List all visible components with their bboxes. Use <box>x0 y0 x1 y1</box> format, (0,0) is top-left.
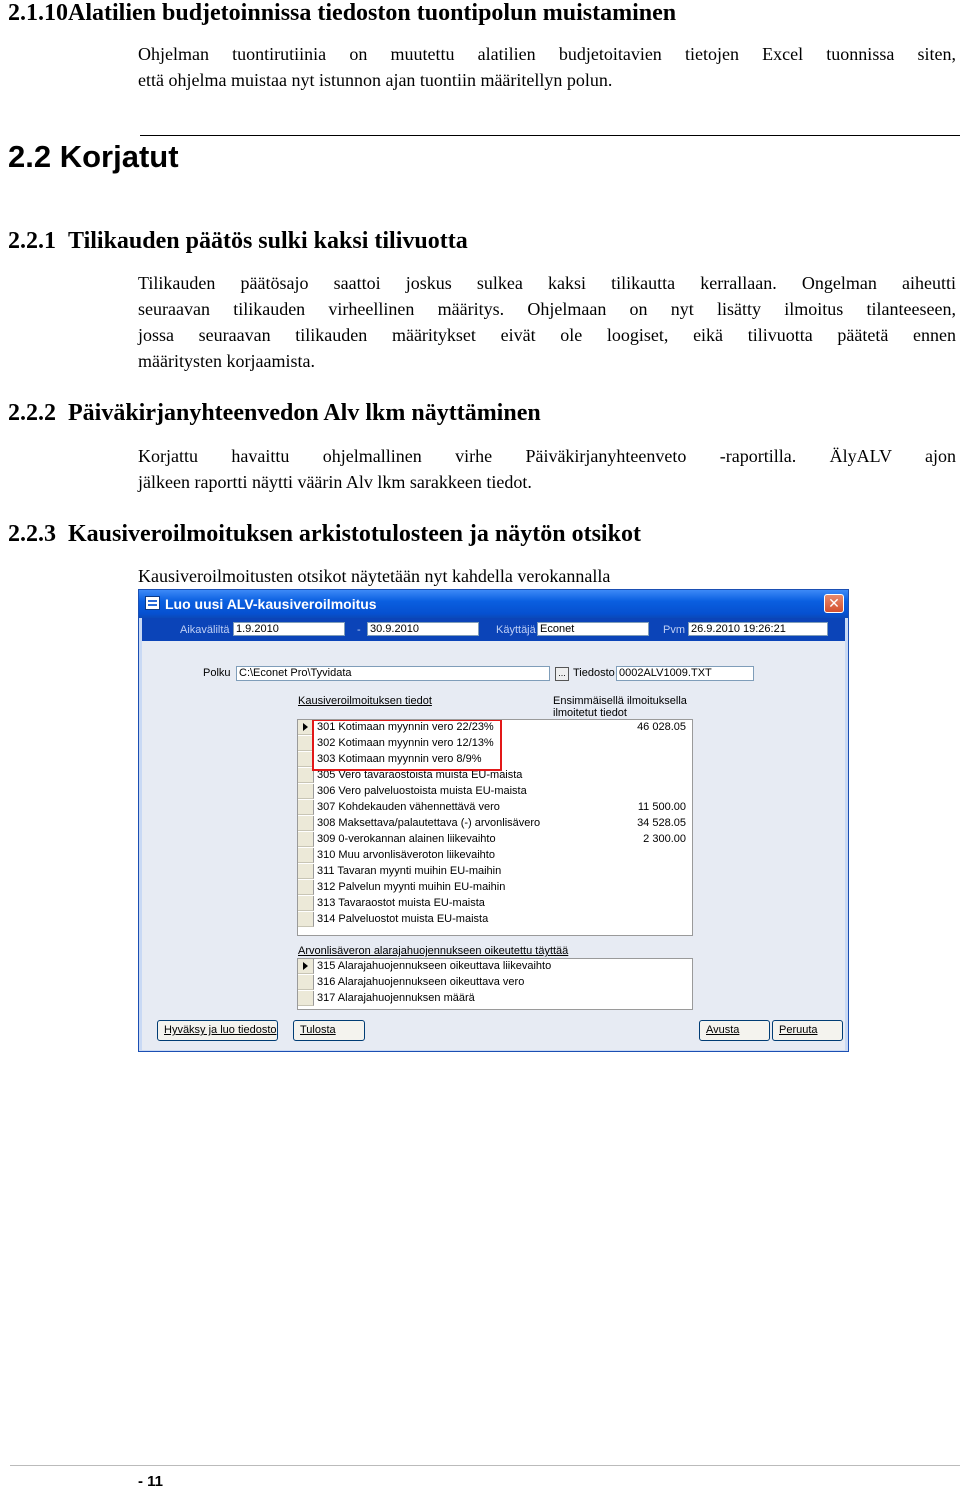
alv-dialog-window <box>138 589 849 1052</box>
paragraph-line: että ohjelma muistaa nyt istunnon ajan tuontiin määritellyn polun. <box>138 70 613 90</box>
row-selector[interactable] <box>298 975 314 990</box>
heading-title: Päiväkirjanyhteenvedon Alv lkm näyttäminen <box>68 400 541 426</box>
grid1-header: Kausiveroilmoituksen tiedot <box>298 695 432 707</box>
current-row-arrow-icon <box>303 962 308 970</box>
paragraph-line: jälkeen raportti näytti väärin Alv lkm sarakkeen tiedot. <box>138 472 532 492</box>
row-selector[interactable] <box>298 896 314 911</box>
row-selector[interactable] <box>298 848 314 863</box>
accept-and-create-button[interactable] <box>157 1020 278 1041</box>
table-row[interactable] <box>298 832 692 848</box>
kayttaja-label: Käyttäjä <box>496 624 536 636</box>
cancel-button[interactable] <box>772 1020 843 1041</box>
paragraph-line: määritysten korjaamista. <box>138 351 315 371</box>
row-label: 303 Kotimaan myynnin vero 8/9% <box>317 753 482 765</box>
heading-2-2-3 <box>8 521 641 548</box>
heading-2-2: 2.2 Korjatut <box>8 139 179 174</box>
period-bar <box>142 618 845 641</box>
heading-title: Tilikauden päätös sulki kaksi tilivuotta <box>68 228 468 254</box>
heading-title: Alatilien budjetoinnissa tiedoston tuontipolun muistaminen <box>68 0 677 26</box>
heading-2-2-2 <box>8 400 541 427</box>
table-row[interactable] <box>298 848 692 864</box>
row-selector[interactable] <box>298 832 314 847</box>
row-label: 301 Kotimaan myynnin vero 22/23% <box>317 721 494 733</box>
heading-title: Kausiveroilmoituksen arkistotulosteen ja näytön otsikot <box>68 521 641 547</box>
paragraph-line: jossa seuraavan tilikauden määritykset eivät ole loogiset, eikä tilivuotta päätetä ennen <box>138 325 956 345</box>
paragraph-line: seuraavan tilikauden virheellinen määritys. Ohjelmaan on nyt lisätty ilmoitus tilanteeseen, <box>138 299 956 319</box>
row-label: 316 Alarajahuojennukseen oikeuttava vero <box>317 976 525 988</box>
highlight-box <box>312 719 502 771</box>
row-value: 2 300.00 <box>643 833 686 845</box>
section-rule <box>140 135 960 136</box>
aikavali-start-field[interactable]: 1.9.2010 <box>233 622 345 636</box>
paragraph-2-1-10 <box>138 41 956 93</box>
current-row-arrow-icon <box>303 723 308 731</box>
browse-button[interactable]: ... <box>555 667 569 681</box>
paragraph-line: Korjattu havaittu ohjelmallinen virhe Päiväkirjanyhteenveto -raportilla. ÄlyALV ajon <box>138 446 956 466</box>
paragraph-line: Ohjelman tuontirutiinia on muutettu alatilien budjetoitavien tietojen Excel tuonnissa siten, <box>138 44 956 64</box>
table-row[interactable] <box>298 896 692 912</box>
table-row[interactable] <box>298 864 692 880</box>
paragraph-line: Tilikauden päätösajo saattoi joskus sulkea kaksi tilikautta kerrallaan. Ongelman aiheutti <box>138 273 956 293</box>
aikavali-label: Aikaväliltä <box>180 624 230 636</box>
row-label: 310 Muu arvonlisäveroton liikevaihto <box>317 849 495 861</box>
paragraph-2-2-2 <box>138 443 956 495</box>
heading-2-2-1 <box>8 228 468 255</box>
table-row[interactable] <box>298 912 692 928</box>
print-button-label: Tulosta <box>300 1024 336 1036</box>
row-selector[interactable] <box>298 784 314 799</box>
row-label: 305 Vero tavaraostoista muista EU-maista <box>317 769 523 781</box>
row-label: 308 Maksettava/palautettava (-) arvonlisävero <box>317 817 541 829</box>
row-label: 302 Kotimaan myynnin vero 12/13% <box>317 737 494 749</box>
row-selector[interactable] <box>298 816 314 831</box>
row-selector[interactable] <box>298 864 314 879</box>
row-label: 314 Palveluostot muista EU-maista <box>317 913 489 925</box>
help-button[interactable] <box>699 1020 770 1041</box>
table-row[interactable] <box>298 816 692 832</box>
row-label: 312 Palvelun myynti muihin EU-maihin <box>317 881 506 893</box>
row-value: 46 028.05 <box>637 721 686 733</box>
print-button[interactable] <box>293 1020 365 1041</box>
tiedosto-field[interactable]: 0002ALV1009.TXT <box>616 666 754 681</box>
row-selector[interactable] <box>298 991 314 1006</box>
grid1-header-right-2: ilmoitetut tiedot <box>553 707 627 719</box>
row-label: 311 Tavaran myynti muihin EU-maihin <box>317 865 502 877</box>
aikavali-separator: - <box>357 624 361 636</box>
heading-number: 2.2.3 <box>8 521 56 547</box>
cancel-button-label: Peruuta <box>779 1024 818 1036</box>
row-label: 313 Tavaraostot muista EU-maista <box>317 897 485 909</box>
heading-2-1-10 <box>8 0 676 27</box>
grid1 <box>297 719 693 936</box>
page-number: - 11 <box>138 1473 164 1490</box>
row-selector[interactable] <box>298 800 314 815</box>
row-selector[interactable] <box>298 880 314 895</box>
heading-number: 2.2.2 <box>8 400 56 426</box>
table-row[interactable] <box>298 784 692 800</box>
grid2-header: Arvonlisäveron alarajahuojennukseen oikeutettu täyttää <box>298 945 569 957</box>
table-row[interactable] <box>298 959 692 975</box>
aikavali-end-field[interactable]: 30.9.2010 <box>367 622 479 636</box>
footer-rule <box>10 1465 960 1466</box>
paragraph-2-2-1 <box>138 270 956 374</box>
kayttaja-field[interactable]: Econet <box>537 622 649 636</box>
close-button[interactable]: ✕ <box>824 594 844 613</box>
row-label: 309 0-verokannan alainen liikevaihto <box>317 833 496 845</box>
row-value: 34 528.05 <box>637 817 686 829</box>
pvm-field[interactable]: 26.9.2010 19:26:21 <box>688 622 828 636</box>
polku-label: Polku <box>203 667 231 679</box>
row-value: 11 500.00 <box>637 801 686 813</box>
help-button-label: Avusta <box>706 1024 740 1036</box>
tiedosto-label: Tiedosto <box>573 667 615 679</box>
polku-field[interactable]: C:\Econet Pro\Tyvidata <box>236 666 550 681</box>
heading-number: 2.1.10 <box>8 0 68 26</box>
dialog-titlebar[interactable] <box>139 590 848 618</box>
pvm-label: Pvm <box>663 624 685 636</box>
dialog-title: Luo uusi ALV-kausiveroilmoitus <box>165 596 377 612</box>
row-selector[interactable] <box>298 959 314 974</box>
dialog-body <box>142 641 845 1050</box>
table-row[interactable] <box>298 880 692 896</box>
grid2 <box>297 958 693 1010</box>
grid1-header-right-1: Ensimmäisellä ilmoituksella <box>553 695 687 707</box>
table-row[interactable] <box>298 991 692 1007</box>
table-row[interactable] <box>298 800 692 816</box>
heading-number: 2.2.1 <box>8 228 56 254</box>
table-row[interactable] <box>298 975 692 991</box>
row-label: 317 Alarajahuojennuksen määrä <box>317 992 475 1004</box>
app-icon <box>145 596 160 610</box>
accept-button-label: Hyväksy ja luo tiedosto <box>164 1024 277 1036</box>
row-selector[interactable] <box>298 912 314 927</box>
figure-caption: Kausiveroilmoitusten otsikot näytetään nyt kahdella verokannalla <box>138 566 611 586</box>
row-label: 315 Alarajahuojennukseen oikeuttava liikevaihto <box>317 960 552 972</box>
row-label: 306 Vero palveluostoista muista EU-maista <box>317 785 527 797</box>
row-label: 307 Kohdekauden vähennettävä vero <box>317 801 500 813</box>
